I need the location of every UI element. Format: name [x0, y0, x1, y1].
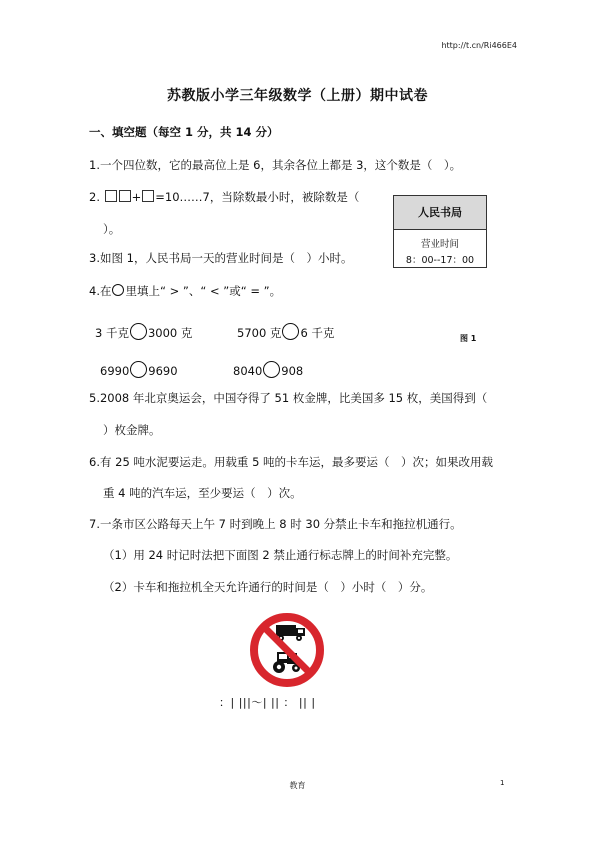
page-number: 1: [500, 779, 505, 787]
blank-circle-icon: [112, 284, 124, 296]
question-7: 7.一条市区公路每天上午 7 时到晚上 8 时 30 分禁止卡车和拖拉机通行。: [89, 517, 462, 531]
compare-a-left: 3 千克: [95, 326, 129, 340]
compare-circle-icon: [282, 323, 299, 340]
q2-rest: =10……7，当除数最小时，被除数是（: [155, 190, 360, 204]
question-7-sub1: （1）用 24 时记时法把下面图 2 禁止通行标志牌上的时间补充完整。: [103, 548, 458, 562]
q2-prefix: 2.: [89, 190, 100, 204]
compare-b-left: 5700 克: [237, 326, 282, 340]
question-7-sub2: （2）卡车和拖拉机全天允许通行的时间是（ ）小时（ ）分。: [103, 580, 433, 594]
q2-plus: +: [131, 190, 142, 204]
question-4: [89, 283, 281, 299]
digit-box-3: [142, 190, 154, 202]
header-url: http://t.cn/Ri466E4: [441, 41, 517, 50]
section-heading: 一、填空题（每空 1 分，共 14 分）: [89, 125, 279, 139]
compare-b-right: 6 千克: [300, 326, 335, 340]
compare-circle-icon: [263, 361, 280, 378]
compare-a-right: 3000 克: [147, 326, 193, 340]
compare-circle-icon: [130, 361, 147, 378]
question-3: 3.如图 1，人民书局一天的营业时间是（ ）小时。: [89, 251, 353, 265]
figure-1-caption: 图 1: [460, 334, 477, 343]
q4-suffix: 里填上“ > ”、“ < ”或“ = ”。: [125, 284, 282, 298]
q4-prefix: 4.在: [89, 284, 112, 298]
question-1: 1.一个四位数，它的最高位上是 6，其余各位上都是 3，这个数是（ ）。: [89, 158, 462, 172]
sign-hours-label: 营业时间: [420, 239, 459, 250]
sign-time-blanks: ：| |||～| || ： || |: [219, 696, 316, 709]
question-6: 6.有 25 吨水泥要运走。用载重 5 吨的卡车运，最多要运（ ）次；如果改用载: [89, 455, 494, 469]
sign-hours-value: 8：00--17：00: [405, 255, 475, 266]
compare-c-right: 9690: [148, 364, 178, 378]
compare-d: [233, 361, 303, 378]
sign-title: 人民书局: [394, 196, 486, 230]
question-2: [89, 189, 359, 205]
compare-d-left: 8040: [233, 364, 263, 378]
question-5-line2: ）枚金牌。: [103, 423, 161, 437]
compare-a: [95, 323, 192, 341]
compare-c-left: 6990: [100, 364, 130, 378]
question-6-line2: 重 4 吨的汽车运，至少要运（ ）次。: [103, 486, 302, 500]
page-title: 苏教版小学三年级数学（上册）期中试卷: [167, 88, 428, 104]
footer-text: 教育: [289, 781, 306, 790]
digit-box-1: [105, 190, 117, 202]
compare-b: [237, 323, 334, 341]
question-2-line2: ）。: [103, 222, 121, 236]
compare-c: [100, 361, 178, 378]
compare-d-right: 908: [281, 364, 304, 378]
no-trucks-tractors-sign: [249, 612, 325, 688]
compare-circle-icon: [130, 323, 147, 340]
digit-box-2: [119, 190, 131, 202]
bookstore-sign: [393, 195, 487, 268]
question-5: 5.2008 年北京奥运会，中国夺得了 51 枚金牌，比美国多 15 枚，美国得到（: [89, 391, 488, 405]
